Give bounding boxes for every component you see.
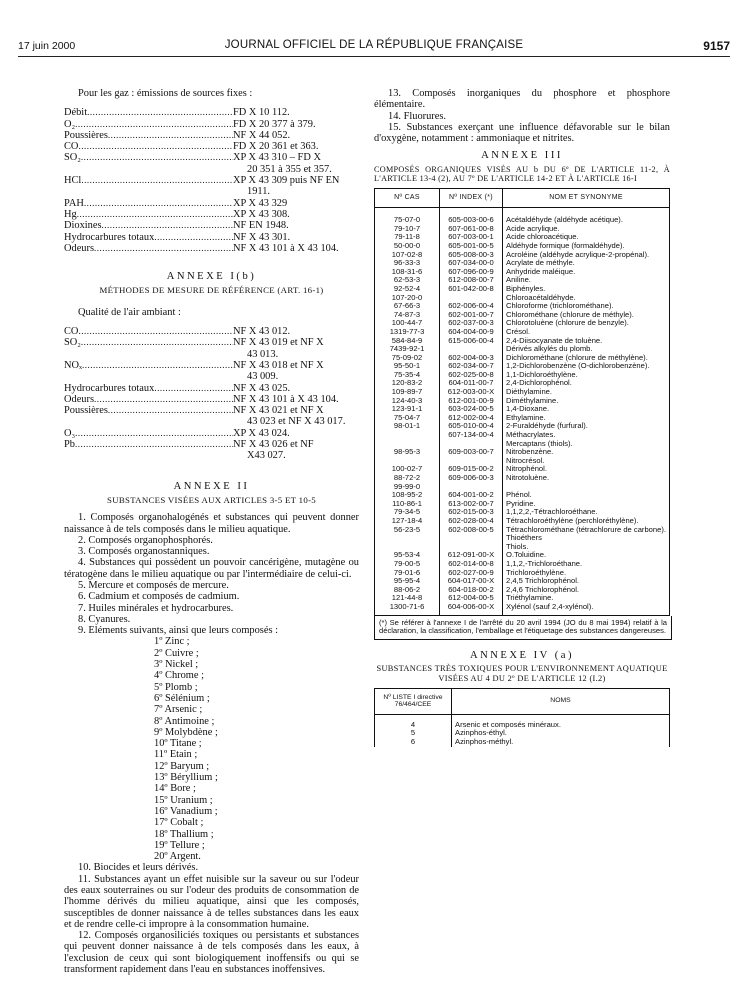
method-label: Odeurs [64,393,95,405]
air-methods-list [64,326,359,462]
header-date: 17 juin 2000 [18,40,76,52]
compound-name: 1,1,2,2,-Tétrachloroéthane. [503,508,670,517]
method-row [64,141,359,152]
method-value: NF X 43 021 et NF X [233,405,324,417]
compound-name: Xylénol (sauf 2,4-xylénol). [503,603,670,615]
index-number: 602-004-00-3 [440,354,503,363]
dot-leader [78,326,233,337]
index-number: 607-061-00-8 [440,225,503,234]
index-number [440,534,503,543]
list-item: 7. Huiles minérales et hydrocarbures. [78,602,234,614]
compound-name: Phénol. [503,491,670,500]
compound-name: Acide chloroacétique. [503,233,670,242]
toxic-substances-table [374,688,670,747]
list-item: 2. Composés organophosphorés. [78,534,213,546]
method-value: FD X 20 377 à 379. [233,118,316,130]
dot-leader [81,337,233,348]
index-number: 609-015-00-2 [440,465,503,474]
list-item: 1. Composés organohalogénés et substances qui peuvent donner naissance à de tels composés dans le milieu aquatique. [64,512,359,535]
element-item: 13º Béryllium ; [154,772,218,784]
gas-intro: Pour les gaz : émissions de sources fixes : [78,88,253,99]
compound-name: Thioéthers [503,534,670,543]
air-intro: Qualité de l'air ambiant : [78,306,181,318]
header-rule [18,56,730,57]
dot-leader [81,152,233,163]
element-item: 4º Chrome ; [154,670,204,682]
dot-leader [102,220,233,231]
method-row [64,152,359,163]
method-label: HCl [64,175,82,187]
dot-leader [78,141,233,152]
cas-number: 110-86-1 [375,500,440,509]
dot-leader [84,198,233,209]
index-number: 612-003-00-X [440,388,503,397]
cas-number: 56-23-5 [375,526,440,535]
method-label: Pb [64,439,75,451]
cas-number: 79-34-5 [375,508,440,517]
method-row [64,428,359,439]
method-row [64,383,359,394]
method-value: XP X 43 308. [233,208,290,220]
method-value: NF X 43 012. [233,326,291,338]
cas-number: 95-53-4 [375,551,440,560]
compound-name: Nitrobenzène. [503,448,670,457]
table-footnote: (*) Se référer à l'annexe I de l'arrêté du 20 avril 1994 (JO du 8 mai 1994) relatif à la déclaration, la classification, l'emballage et l'étiquetage des substances dangereuses. [374,616,672,641]
left-column [64,88,359,975]
annex-3-title: ANNEXE III [481,150,563,162]
index-number: 602-037-00-3 [440,319,503,328]
cas-number: 1300-71-6 [375,603,440,615]
method-row [64,439,359,450]
compound-name: Chlorotoluène (chlorure de benzyle). [503,319,670,328]
index-number: 602-001-00-7 [440,311,503,320]
cas-number: 100-44-7 [375,319,440,328]
substance-list-a [64,512,359,636]
element-item: 7º Arsenic ; [154,704,203,716]
cas-number: 75-07-0 [375,208,440,225]
index-number: 605-001-00-5 [440,242,503,251]
cas-number: 108-95-2 [375,491,440,500]
element-item: 11º Etain ; [154,749,198,761]
method-row [64,220,359,231]
compound-name: 1,1-Dichloroéthylène. [503,371,670,380]
cas-number: 107-20-0 [375,294,440,303]
cas-number: 107-02-8 [375,251,440,260]
method-row [64,232,359,243]
annex-3-subtitle: COMPOSÉS ORGANIQUES VISÉS AU b DU 6º DE L'ARTICLE 11-2, À L'ARTICLE 13-4 (2), AU 7º DE L'ARTICLE 14-2 ET À L'ARTICLE 16-I [374,164,670,184]
method-row [64,360,359,371]
index-number: 612-001-00-9 [440,397,503,406]
method-label: Poussières [64,405,108,417]
index-number: 607-134-00-4 [440,431,503,440]
compound-name: Diméthylamine. [503,397,670,406]
dot-leader [108,130,233,141]
method-row [64,326,359,337]
substance-list-b [64,862,359,975]
col-header-index: Nº INDEX (*) [440,188,503,208]
compound-name: Ethylamine. [503,414,670,423]
compound-name: Acétaldéhyde (aldéhyde acétique). [503,208,670,225]
compound-name: Diéthylamine. [503,388,670,397]
method-value-continued: 43 013. [247,348,279,360]
compound-name: Chloroforme (trichlorométhane). [503,302,670,311]
annex-2-title: ANNEXE II [173,480,250,492]
compound-name: Pyridine. [503,500,670,509]
cas-number: 67-66-3 [375,302,440,311]
list-item: 12. Composés organosiliciés toxiques ou persistants et substances qui peuvent donner naissance à de tels composés dans les eaux, à l'exclusion de ceux qui sont biologiquement inoffensifs ou qui se transforment rapidement dans l'eau en substances inoffensives. [64,930,359,976]
dot-leader [108,405,233,416]
compound-name: Anhydride maléique. [503,268,670,277]
compound-name: 1,4-Dioxane. [503,405,670,414]
compound-name: Acide acrylique. [503,225,670,234]
method-label: SO₂ [64,337,81,349]
method-label: Hydrocarbures totaux [64,382,155,394]
cas-number: 127-18-4 [375,517,440,526]
cas-number: 75-09-02 [375,354,440,363]
compound-name: Dérivés alkylés du plomb. [503,345,670,354]
compound-name: Nitrocrésol. [503,457,670,466]
annex-2-subtitle: SUBSTANCES VISÉES AUX ARTICLES 3-5 ET 10-5 [107,494,316,505]
element-item: 1º Zinc ; [154,636,190,648]
element-item: 9º Molybdène ; [154,726,218,738]
method-value: NF X 43 025. [233,382,291,394]
index-number: 604-004-00-9 [440,328,503,337]
method-label: PAH [64,197,84,209]
element-item: 12º Baryum ; [154,760,210,772]
right-column [374,88,670,747]
index-number: 604-018-00-2 [440,586,503,595]
cas-number: 50-00-0 [375,242,440,251]
compound-name: Triéthylamine. [503,594,670,603]
cas-number: 100-02-7 [375,465,440,474]
method-row [64,394,359,405]
method-value: FD X 20 361 et 363. [233,141,319,153]
compound-name: Biphényles. [503,285,670,294]
index-number: 602-028-00-4 [440,517,503,526]
element-item: 8º Antimoine ; [154,715,215,727]
index-number: 602-015-00-3 [440,508,503,517]
index-number: 609-003-00-7 [440,448,503,457]
compound-name: Nitrophénol. [503,465,670,474]
element-item: 6º Sélénium ; [154,692,210,704]
compound-name: Chlorométhane (chlorure de méthyle). [503,311,670,320]
cas-number: 121-44-8 [375,594,440,603]
method-value: XP X 43 310 – FD X [233,152,321,164]
compound-name: Tétrachlorométhane (tétrachlorure de carbone). [503,526,670,535]
index-number: 604-006-00-X [440,603,503,615]
index-number: 607-096-00-9 [440,268,503,277]
annex-1b-title: ANNEXE I(b) [166,271,257,283]
method-label: CO [64,326,79,338]
compound-name: 1,1,2,-Trichloroéthane. [503,560,670,569]
organic-compounds-table [374,188,670,616]
substance-list-c [374,88,670,144]
cas-number: 88-06-2 [375,586,440,595]
compound-name: Dichlorométhane (chlorure de méthylène). [503,354,670,363]
list-item: 9. Eléments suivants, ainsi que leurs composés : [78,625,278,637]
table-row [375,729,670,738]
cas-number: 96-33-3 [375,259,440,268]
page-header [18,38,730,54]
col-header-name: NOM ET SYNONYME [503,188,670,208]
list-item: 8. Cyanures. [78,613,131,625]
index-number: 602-014-00-8 [440,560,503,569]
method-label: O₂ [64,118,76,130]
method-value: NF X 44 052. [233,129,291,141]
compound-name: 2,4,6 Trichlorophénol. [503,586,670,595]
method-label: Poussières [64,129,108,141]
cas-number: 79-00-5 [375,560,440,569]
index-number: 602-034-00-7 [440,362,503,371]
index-number: 604-011-00-7 [440,379,503,388]
method-value-continued: 1911. [247,186,270,198]
element-item: 15º Uranium ; [154,794,213,806]
method-label: Débit [64,107,88,119]
index-number: 607-003-00-1 [440,233,503,242]
compound-name: Aldéhyde formique (formaldéhyde). [503,242,670,251]
cas-number: 92-52-4 [375,285,440,294]
element-list [64,636,359,862]
method-value: NF X 43 018 et NF X [233,359,324,371]
cas-number: 79-11-8 [375,233,440,242]
substance-name: Azinphos-méthyl. [452,738,670,747]
cas-number: 124-40-3 [375,397,440,406]
method-value-continued: 20 351 à 355 et 357. [247,163,332,175]
dot-leader [75,119,233,130]
method-label: SO₂ [64,152,81,164]
method-value: NF X 43 101 à X 43 104. [233,393,339,405]
col-header-cas: Nº CAS [375,188,440,208]
index-number: 607-034-00-0 [440,259,503,268]
annex-4-title: ANNEXE IV (a) [469,650,575,662]
substance-name: Arsenic et composés minéraux. [452,714,670,729]
compound-name: 2,4,5 Trichlorophénol. [503,577,670,586]
cas-number: 95-95-4 [375,577,440,586]
method-label: O₃ [64,427,76,439]
element-item: 20º Argent. [154,851,201,863]
method-label: NOₓ [64,359,83,371]
index-number: 602-008-00-5 [440,526,503,535]
index-number: 603-024-00-5 [440,405,503,414]
dot-leader [75,439,233,450]
compound-name: 2,4-Diisocyanate de toluène. [503,337,670,346]
cas-number: 88-72-2 [375,474,440,483]
gas-methods-list [64,107,359,254]
cas-number: 123-91-1 [375,405,440,414]
substance-name: Azinphos-éthyl. [452,729,670,738]
dot-leader [77,209,233,220]
method-row [64,209,359,220]
cas-number: 7439-92-1 [375,345,440,354]
cas-number: 74-87-3 [375,311,440,320]
cas-number: 584-84-9 [375,337,440,346]
list-number: 6 [375,738,452,747]
method-row [64,198,359,209]
list-item: 10. Biocides et leurs dérivés. [78,862,199,874]
method-label: Hydrocarbures totaux [64,231,155,243]
list-item: 15. Substances exerçant une influence défavorable sur le bilan d'oxygène, notamment : ammoniaque et nitrites. [374,121,670,145]
list-item: 3. Composés organostanniques. [78,546,210,558]
list-number: 4 [375,714,452,729]
method-value: NF X 43 026 et NF [233,439,314,451]
element-item: 3º Nickel ; [154,659,199,671]
element-item: 17º Cobalt ; [154,817,204,829]
cas-number: 98-01-1 [375,422,440,431]
method-value: XP X 43 329 [233,197,288,209]
cas-number: 99-99-0 [375,483,440,492]
index-number: 602-006-00-4 [440,302,503,311]
index-number: 605-003-00-6 [440,208,503,225]
index-number: 602-027-00-9 [440,569,503,578]
dot-leader [94,394,233,405]
page-number: 9157 [703,39,730,53]
method-value-continued: 43 023 et NF X 43 017. [247,416,346,428]
table-row [375,738,670,747]
method-row [64,175,359,186]
compound-name: Thiols. [503,543,670,552]
method-label: Dioxines [64,220,102,232]
index-number: 601-042-00-8 [440,285,503,294]
index-number: 605-010-00-4 [440,422,503,431]
method-row [64,337,359,348]
compound-name: O.Toluidine. [503,551,670,560]
index-number: 612-008-00-7 [440,276,503,285]
element-item: 16º Vanadium ; [154,805,218,817]
col-header-list-no: Nº LISTE I directive 76/464/CEE [375,688,452,714]
index-number: 604-001-00-2 [440,491,503,500]
journal-title: JOURNAL OFFICIEL DE LA RÉPUBLIQUE FRANÇAISE [224,39,524,51]
cas-number [375,534,440,543]
table-row [375,208,670,225]
method-value-continued: 43 009. [247,371,279,383]
method-value: FD X 10 112. [233,107,290,119]
cas-number: 62-53-3 [375,276,440,285]
cas-number: 98-95-3 [375,448,440,457]
dot-leader [154,232,233,243]
compound-name: Mercaptans (thiols). [503,440,670,449]
method-value: NF X 43 019 et NF X [233,337,324,349]
element-item: 18º Thallium ; [154,828,214,840]
element-item: 10º Titane ; [154,738,202,750]
method-row [64,119,359,130]
method-row [64,130,359,141]
annex-1b-subtitle: MÉTHODES DE MESURE DE RÉFÉRENCE (ART. 16-1) [99,285,324,296]
element-item: 5º Plomb ; [154,681,198,693]
compound-name: Nitrotoluène. [503,474,670,483]
table-row [375,714,670,729]
list-number: 5 [375,729,452,738]
index-number: 605-008-00-3 [440,251,503,260]
dot-leader [87,107,233,118]
cas-number: 75-35-4 [375,371,440,380]
index-number: 612-002-00-4 [440,414,503,423]
compound-name: 1,2-Dichlorobenzène (O-dichlorobenzène). [503,362,670,371]
dot-leader [75,428,233,439]
cas-number: 1319-77-3 [375,328,440,337]
list-item: 13. Composés inorganiques du phosphore et phosphore élémentaire. [374,88,670,111]
cas-number [375,431,440,440]
col-header-noms: NOMS [452,688,670,714]
cas-number: 109-89-7 [375,388,440,397]
dot-leader [82,360,233,371]
table-row [375,603,670,615]
compound-name: Méthacrylates. [503,431,670,440]
cas-number: 79-01-6 [375,569,440,578]
method-value: NF X 43 101 à X 43 104. [233,242,339,254]
index-number: 609-006-00-3 [440,474,503,483]
method-value: XP X 43 309 puis NF EN [233,175,340,187]
method-value: NF X 43 301. [233,231,291,243]
method-label: Hg [64,208,77,220]
method-value: XP X 43 024. [233,427,290,439]
list-item: 11. Substances ayant un effet nuisible sur la saveur ou sur l'odeur des eaux souterraines ou sur l'odeur des produits de consommation de l'homme dérivés du milieu aquatique, ainsi que les composés, susceptibles de donner naissance à de telles substances dans les eaux et de rendre celle-ci impropre à la consommation humaine. [64,873,359,930]
cas-number: 95-50-1 [375,362,440,371]
index-number: 612-004-00-5 [440,594,503,603]
method-label: CO [64,141,79,153]
index-number: 604-017-00-X [440,577,503,586]
compound-name: Aniline. [503,276,670,285]
method-row [64,107,359,118]
cas-number: 75-04-7 [375,414,440,423]
compound-name: Chloroacétaldéhyde. [503,294,670,303]
method-value-continued: X43 027. [247,450,286,462]
method-row [64,405,359,416]
cas-number: 108-31-6 [375,268,440,277]
compound-name: Acrylate de méthyle. [503,259,670,268]
index-number: 615-006-00-4 [440,337,503,346]
index-number: 612-091-00-X [440,551,503,560]
dot-leader [94,243,233,254]
index-number: 602-025-00-8 [440,371,503,380]
annex-4-subtitle: SUBSTANCES TRÈS TOXIQUES POUR L'ENVIRONNEMENT AQUATIQUE VISÉES AU 4 DU 2º DE L'ARTICLE 12 (I.2) [376,664,668,683]
method-label: Odeurs [64,242,95,254]
index-number: 613-002-00-7 [440,500,503,509]
list-item: 5. Mercure et composés de mercure. [78,579,229,591]
dot-leader [154,383,233,394]
compound-name: Tétrachloroéthylène (perchloréthylène). [503,517,670,526]
compound-name: Crésol. [503,328,670,337]
list-item: 14. Fluorures. [388,110,447,122]
list-item: 6. Cadmium et composés de cadmium. [78,591,240,603]
dot-leader [81,175,233,186]
compound-name: 2-Furaldéhyde (furfural). [503,422,670,431]
method-row [64,243,359,254]
element-item: 2º Cuivre ; [154,647,199,659]
cas-number: 79-10-7 [375,225,440,234]
element-item: 19º Tellure ; [154,839,205,851]
compound-name: Trichloroéthylène. [503,569,670,578]
element-item: 14º Bore ; [154,783,196,795]
method-value: NF EN 1948. [233,220,289,232]
list-item: 4. Substances qui possèdent un pouvoir cancérigène, mutagène ou tératogène dans le milieu aquatique ou par l'intermédiaire de celui-ci. [64,557,359,580]
cas-number: 120-83-2 [375,379,440,388]
compound-name: 2,4-Dichlorophénol. [503,379,670,388]
compound-name: Acroléine (aldéhyde acrylique-2-propénal). [503,251,670,260]
